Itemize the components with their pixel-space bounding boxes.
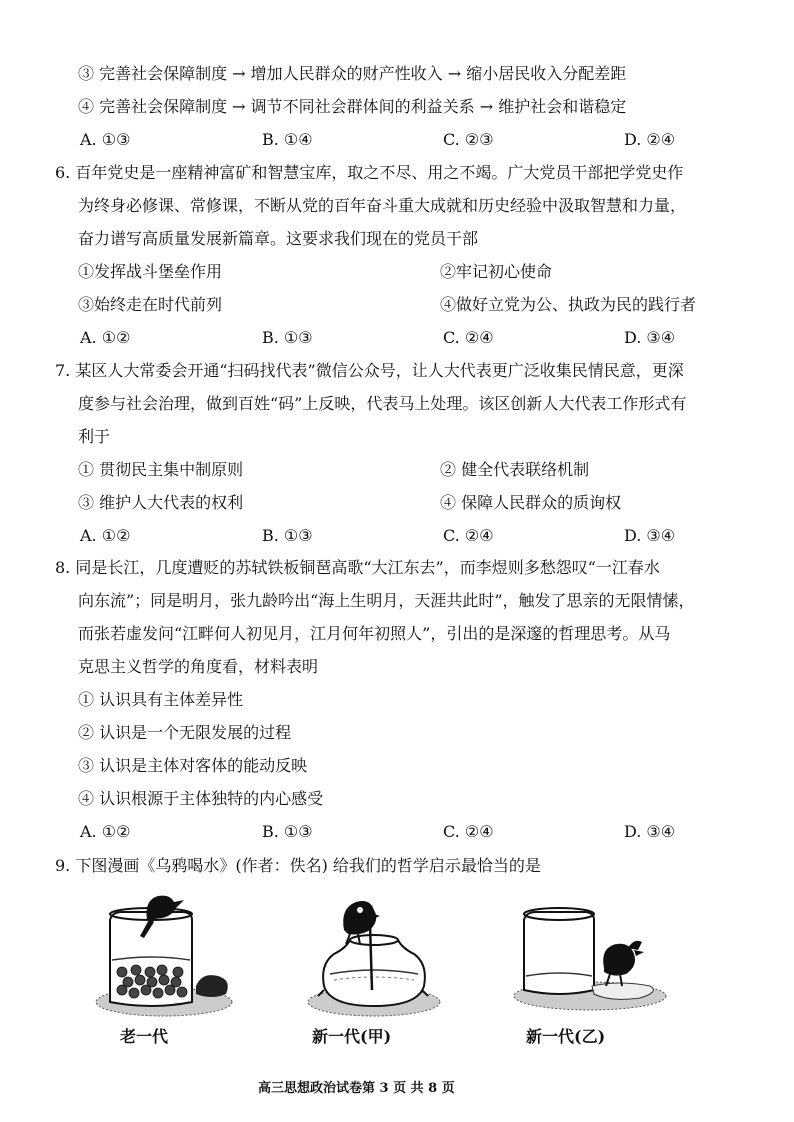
q7-option-2: ② 健全代表联络机制 [440,460,590,479]
q6-choice-b: B. ①③ [262,328,313,347]
q5-choice-c: C. ②③ [443,130,494,149]
q5-option-3: ③ 完善社会保障制度 → 增加人民群众的财产性收入 → 缩小居民收入分配差距 [78,64,627,83]
q7-stem-line1: 7. 某区人大常委会开通“扫码找代表”微信公众号，让人大代表更广泛收集民情民意，更深 [55,361,684,380]
q7-choice-d: D. ③④ [624,526,676,545]
q6-option-4: ④做好立党为公、执政为民的践行者 [440,295,697,314]
q8-stem-line1: 8. 同是长江，几度遭贬的苏轼铁板铜琶高歌“大江东去”，而李煜则多愁怨叹“一江春水 [55,558,660,577]
q8-stem-line4: 克思主义哲学的角度看，材料表明 [78,657,319,676]
q6-choice-a: A. ①② [80,328,131,347]
caption-new-generation-a: 新一代(甲) [312,1027,392,1046]
q6-stem-line1: 6. 百年党史是一座精神富矿和智慧宝库，取之不尽、用之不竭。广大党员干部把学党史作 [55,163,684,182]
q7-choice-c: C. ②④ [443,526,494,545]
cartoon-new-generation-b [510,890,670,1020]
q6-option-2: ②牢记初心使命 [440,262,553,281]
q8-option-4: ④ 认识根源于主体独特的内心感受 [78,789,324,808]
caption-old-generation: 老一代 [120,1027,169,1046]
cartoon-old-generation [92,890,242,1020]
cartoon-new-generation-a [300,890,450,1020]
q9-stem-line1: 9. 下图漫画《乌鸦喝水》(作者：佚名) 给我们的哲学启示最恰当的是 [55,856,541,875]
q6-choice-c: C. ②④ [443,328,494,347]
q8-option-1: ① 认识具有主体差异性 [78,690,244,709]
q8-stem-line2: 向东流”；同是明月，张九龄吟出“海上生明月，天涯共此时”，触发了思亲的无限情愫， [78,591,695,610]
q7-stem-line2: 度参与社会治理，做到百姓“码”上反映，代表马上处理。该区创新人大代表工作形式有 [78,394,687,413]
q8-choice-d: D. ③④ [624,822,676,841]
q5-option-4: ④ 完善社会保障制度 → 调节不同社会群体间的利益关系 → 维护社会和谐稳定 [78,97,627,116]
q5-choice-a: A. ①③ [80,130,131,149]
q7-choice-a: A. ①② [80,526,131,545]
q6-option-1: ①发挥战斗堡垒作用 [78,262,223,281]
page-footer: 高三思想政治试卷第 3 页 共 8 页 [258,1081,455,1096]
q7-option-3: ③ 维护人大代表的权利 [78,493,244,512]
q8-stem-line3: 而张若虚发问“江畔何人初见月，江月何年初照人”，引出的是深邃的哲理思考。从马 [78,624,671,643]
q8-option-2: ② 认识是一个无限发展的过程 [78,723,292,742]
caption-new-generation-b: 新一代(乙) [526,1027,606,1046]
q8-choice-b: B. ①③ [262,822,313,841]
q7-option-4: ④ 保障人民群众的质询权 [440,493,622,512]
q7-option-1: ① 贯彻民主集中制原则 [78,460,244,479]
q6-option-3: ③始终走在时代前列 [78,295,223,314]
q6-choice-d: D. ③④ [624,328,676,347]
q6-stem-line2: 为终身必修课、常修课，不断从党的百年奋斗重大成就和历史经验中汲取智慧和力量， [78,196,687,215]
q5-choice-d: D. ②④ [624,130,676,149]
q7-stem-line3: 利于 [78,427,111,446]
q8-choice-a: A. ①② [80,822,131,841]
q8-option-3: ③ 认识是主体对客体的能动反映 [78,756,308,775]
q5-choice-b: B. ①④ [262,130,313,149]
q7-choice-b: B. ①③ [262,526,313,545]
q8-choice-c: C. ②④ [443,822,494,841]
q6-stem-line3: 奋力谱写高质量发展新篇章。这要求我们现在的党员干部 [78,229,479,248]
